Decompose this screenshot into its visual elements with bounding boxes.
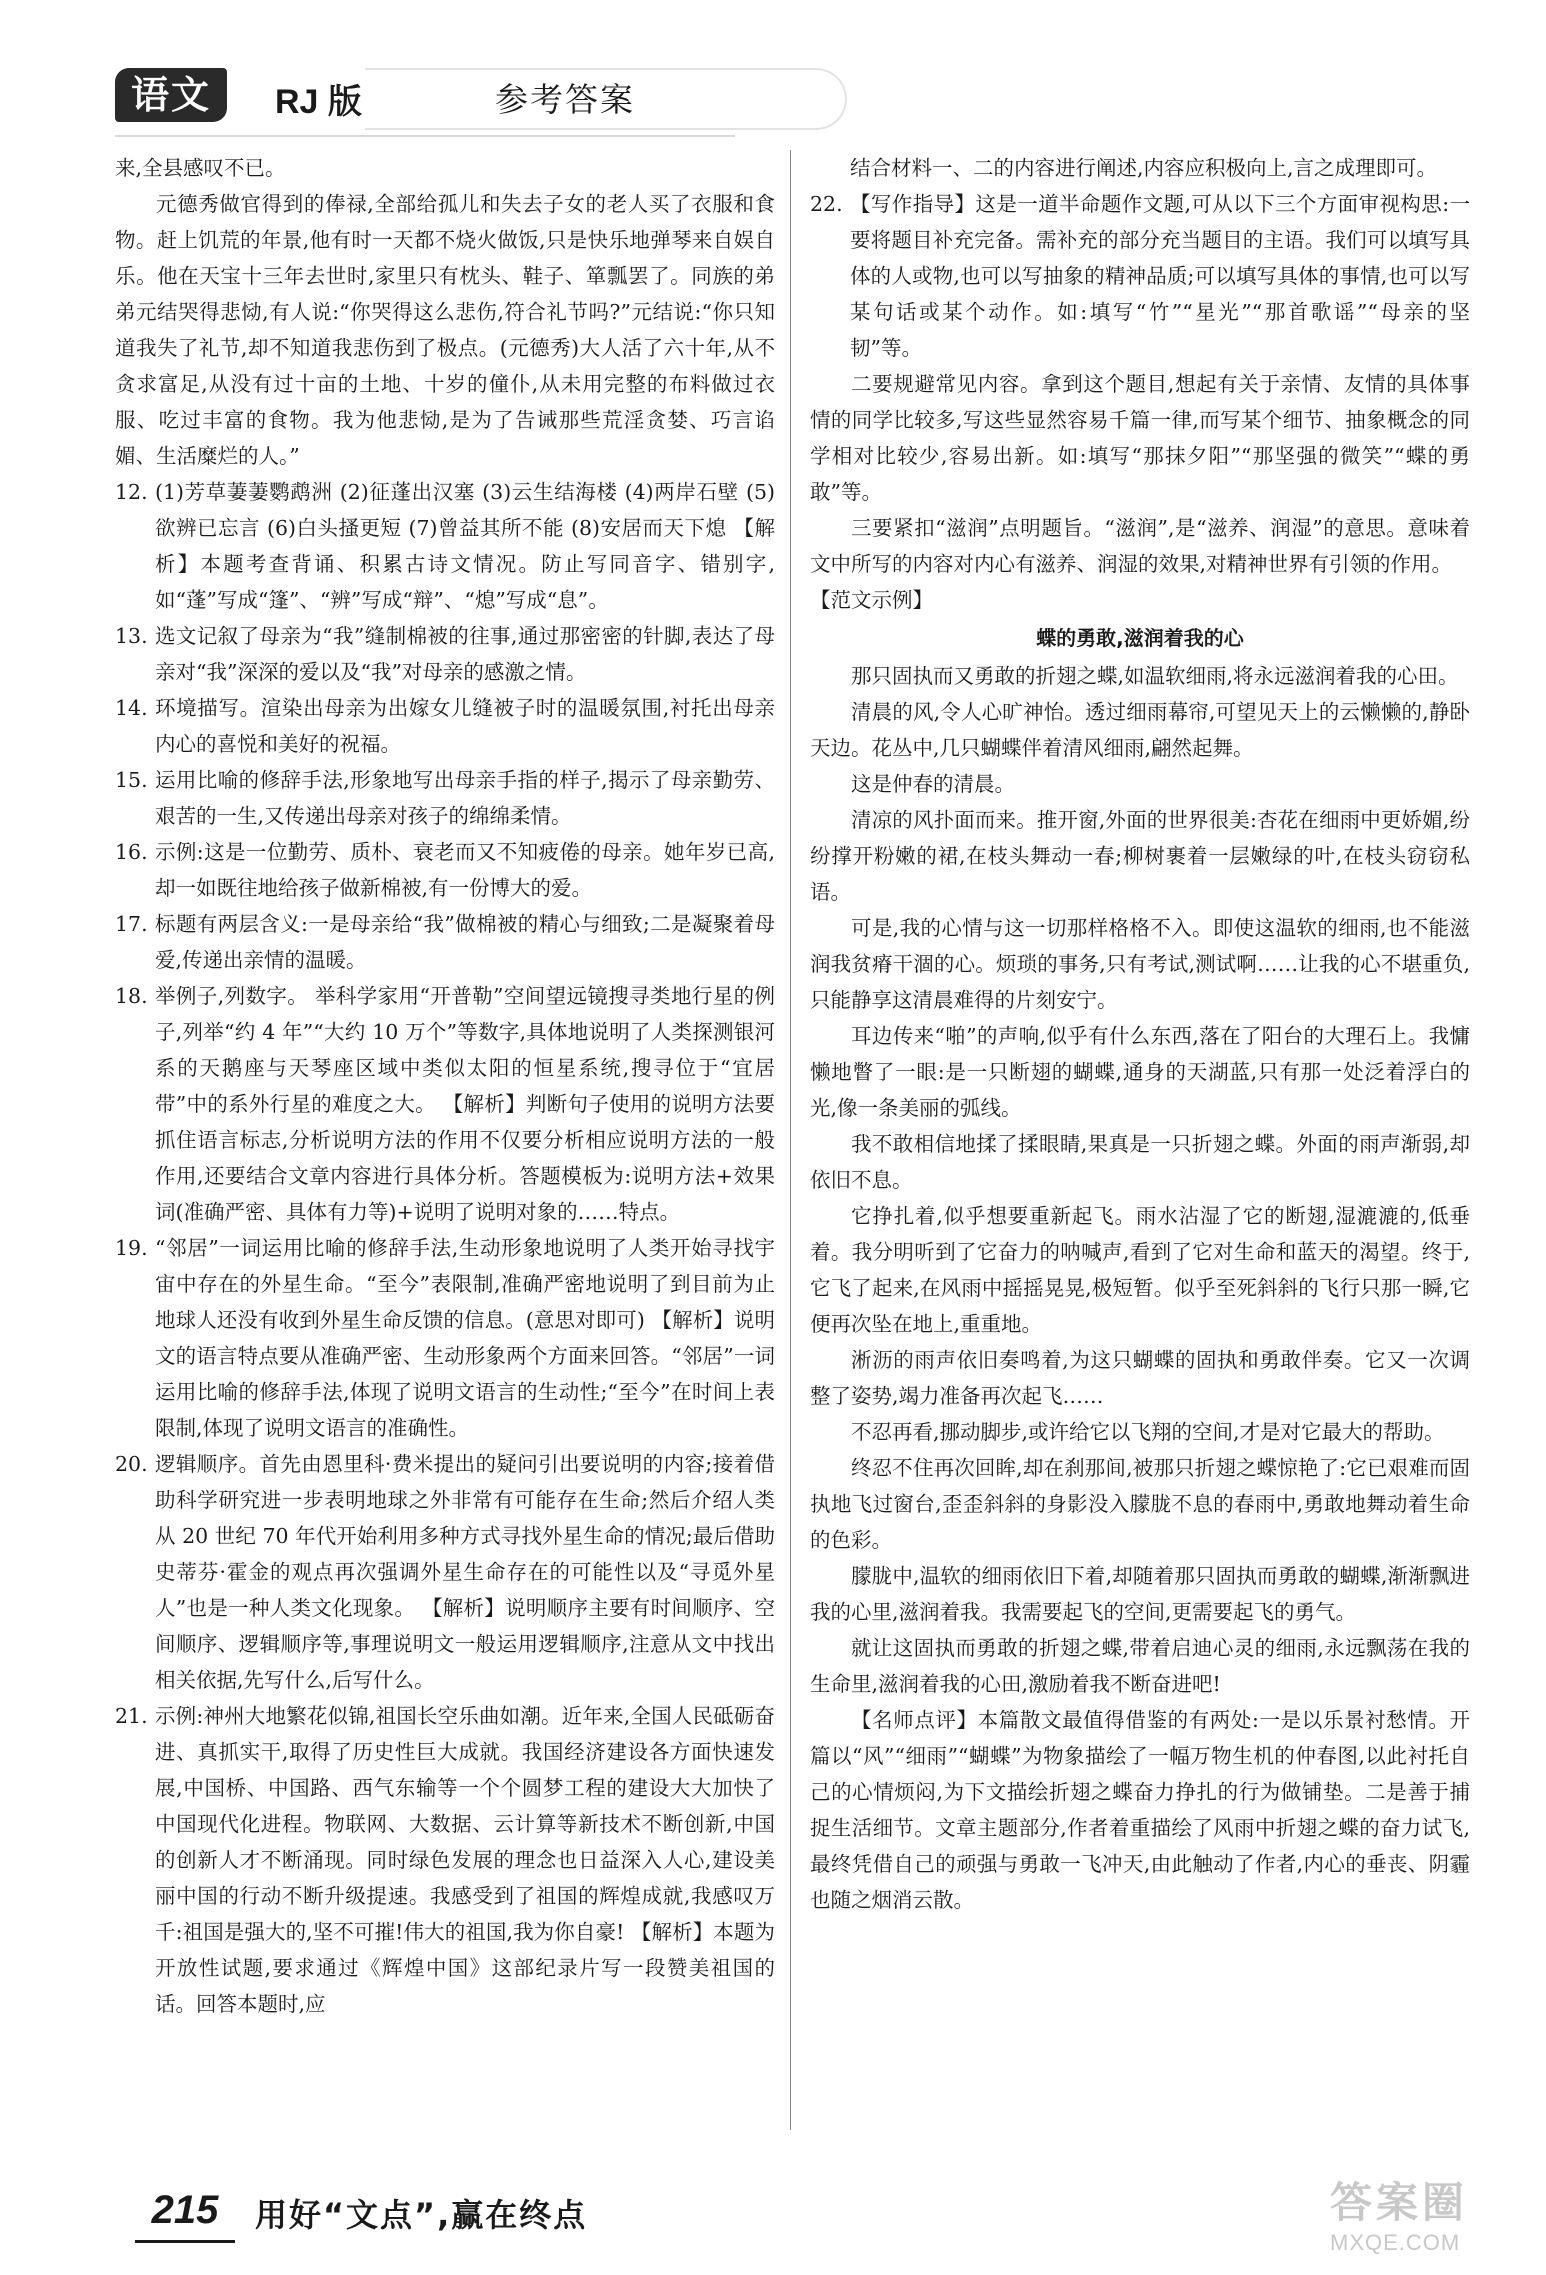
paragraph: 那只固执而又勇敢的折翅之蝶,如温软细雨,将永远滋润着我的心田。	[851, 664, 1459, 688]
answer-number: 14.	[115, 696, 148, 720]
paragraph: 三要紧扣“滋润”点明题旨。“滋润”,是“滋养、润湿”的意思。意味着文中所写的内容对内心有滋养、润湿的效果,对精神世界有引领的作用。	[810, 516, 1470, 576]
column-divider	[790, 150, 791, 2130]
answer-text: 标题有两层含义:一是母亲给“我”做棉被的精心与细致;二是凝聚着母爱,传递出亲情的温暖。	[155, 912, 775, 972]
answer-item	[115, 978, 775, 1230]
answer-text: 示例:神州大地繁花似锦,祖国长空乐曲如潮。近年来,全国人民砥砺奋进、真抓实干,取得了历史性巨大成就。我国经济建设各方面快速发展,中国桥、中国路、西气东输等一个个圆梦工程的建设大大加快了中国现代化进程。物联网、大数据、云计算等新技术不断创新,中国的创新人才不断涌现。同时绿色发展的理念也日益深入人心,建设美丽中国的行动不断升级提速。我感受到了祖国的辉煌成就,我感叹万千:祖国是强大的,坚不可摧!伟大的祖国,我为你自豪! 【解析】本题为开放性试题,要求通过《辉煌中国》这部纪录片写一段赞美祖国的话。回答本题时,应	[155, 1704, 775, 2016]
page-header	[115, 60, 755, 130]
answer-number: 22.	[810, 192, 843, 216]
answer-item	[115, 618, 775, 690]
paragraph: 【范文示例】	[810, 588, 933, 612]
paragraph: 来,全县感叹不已。	[115, 156, 286, 180]
answer-item	[810, 186, 1470, 366]
answer-text: 示例:这是一位勤劳、质朴、衰老而又不知疲倦的母亲。她年岁已高,却一如既往地给孩子做新棉被,有一份博大的爱。	[155, 840, 775, 900]
answer-number: 13.	[115, 624, 148, 648]
answer-item	[115, 1698, 775, 2022]
section-title: 参考答案	[495, 80, 635, 119]
answer-text: 逻辑顺序。首先由恩里科·费米提出的疑问引出要说明的内容;接着借助科学研究进一步表明地球之外非常有可能存在生命;然后介绍人类从 20 世纪 70 年代开始利用多种方式寻找外星生命的情况;最后借助史蒂芬·霍金的观点再次强调外星生命存在的可能性以及“寻觅外星人”也是一种人类文化现象。 【解析】说明顺序主要有时间顺序、空间顺序、逻辑顺序等,事理说明文一般运用逻辑顺序,注意从文中找出相关依据,先写什么,后写什么。	[155, 1452, 775, 1692]
answer-item	[115, 906, 775, 978]
answer-item	[115, 834, 775, 906]
answer-number: 16.	[115, 840, 148, 864]
answer-number: 17.	[115, 912, 148, 936]
answer-item	[115, 1446, 775, 1698]
paragraph: 耳边传来“啪”的声响,似乎有什么东西,落在了阳台的大理石上。我慵懒地瞥了一眼:是一只断翅的蝴蝶,通身的天湖蓝,只有那一处泛着浮白的光,像一条美丽的弧线。	[810, 1024, 1470, 1120]
paragraph: 元德秀做官得到的俸禄,全部给孤儿和失去子女的老人买了衣服和食物。赶上饥荒的年景,他有时一天都不烧火做饭,只是快乐地弹琴来自娱自乐。他在天宝十三年去世时,家里只有枕头、鞋子、箪瓢罢了。同族的弟弟元结哭得悲恸,有人说:“你哭得这么悲伤,符合礼节吗?”元结说:“你只知道我失了礼节,却不知道我悲伤到了极点。(元德秀)大人活了六十年,从不贪求富足,从没有过十亩的土地、十岁的僮仆,从未用完整的布料做过衣服、吃过丰富的食物。我为他悲恸,是为了告诫那些荒淫贪婪、巧言谄媚、生活糜烂的人。”	[115, 192, 775, 468]
header-rule	[115, 135, 735, 137]
paragraph: 二要规避常见内容。拿到这个题目,想起有关于亲情、友情的具体事情的同学比较多,写这些显然容易千篇一律,而写某个细节、抽象概念的同学相对比较少,容易出新。如:填写“那抹夕阳”“那坚强的微笑”“蝶的勇敢”等。	[810, 372, 1470, 504]
paragraph: 结合材料一、二的内容进行阐述,内容应积极向上,言之成理即可。	[850, 156, 1438, 180]
watermark-url: MXQE.COM	[1330, 2230, 1461, 2255]
answer-text: 选文记叙了母亲为“我”缝制棉被的往事,通过那密密的针脚,表达了母亲对“我”深深的爱以及“我”对母亲的感激之情。	[155, 624, 775, 684]
paragraph: 就让这固执而勇敢的折翅之蝶,带着启迪心灵的细雨,永远飘荡在我的生命里,滋润着我的心田,激励着我不断奋进吧!	[810, 1636, 1470, 1696]
answer-number: 21.	[115, 1704, 148, 1728]
page-number: 215	[135, 2180, 235, 2243]
answer-text: 运用比喻的修辞手法,形象地写出母亲手指的样子,揭示了母亲勤劳、艰苦的一生,又传递出母亲对孩子的绵绵柔情。	[155, 768, 775, 828]
paragraph: 它挣扎着,似乎想要重新起飞。雨水沾湿了它的断翅,湿漉漉的,低垂着。我分明听到了它奋力的呐喊声,看到了它对生命和蓝天的渴望。终于,它飞了起来,在风雨中摇摇晃晃,极短暂。似乎至死斜斜的飞行只那一瞬,它便再次坠在地上,重重地。	[810, 1204, 1470, 1336]
answer-number: 12.	[115, 480, 148, 504]
page-footer	[115, 2180, 775, 2250]
paragraph: 终忍不住再次回眸,却在刹那间,被那只折翅之蝶惊艳了:它已艰难而固执地飞过窗台,歪歪斜斜的身影没入朦胧不息的春雨中,勇敢地舞动着生命的色彩。	[810, 1456, 1470, 1552]
answer-number: 20.	[115, 1452, 148, 1476]
answer-number: 19.	[115, 1236, 148, 1260]
paragraph: 朦胧中,温软的细雨依旧下着,却随着那只固执而勇敢的蝴蝶,渐渐飘进我的心里,滋润着我。我需要起飞的空间,更需要起飞的勇气。	[810, 1564, 1470, 1624]
paragraph: 淅沥的雨声依旧奏鸣着,为这只蝴蝶的固执和勇敢伴奏。它又一次调整了姿势,竭力准备再次起飞……	[810, 1348, 1470, 1408]
answer-item	[115, 1230, 775, 1446]
answer-text: (1)芳草萋萋鹦鹉洲 (2)征蓬出汉塞 (3)云生结海楼 (4)两岸石壁 (5)欲辨已忘言 (6)白头搔更短 (7)曾益其所不能 (8)安居而天下熄 【解析】本题考查背诵、积累古诗文情况。防止写同音字、错别字,如“蓬”写成“篷”、“辨”写成“辩”、“熄”写成“息”。	[155, 480, 775, 612]
left-column	[115, 150, 775, 2022]
paragraph: 可是,我的心情与这一切那样格格不入。即使这温软的细雨,也不能滋润我贫瘠干涸的心。烦琐的事务,只有考试,测试啊……让我的心不堪重负,只能静享这清晨难得的片刻安宁。	[810, 916, 1470, 1012]
paragraph: 不忍再看,挪动脚步,或许给它以飞翔的空间,才是对它最大的帮助。	[851, 1420, 1445, 1444]
answer-item	[115, 474, 775, 618]
footer-slogan: 用好“文点”,赢在终点	[255, 2196, 588, 2234]
subject-badge: 语文	[115, 68, 227, 122]
edition-label: RJ 版	[275, 83, 362, 121]
answer-text: 环境描写。渲染出母亲为出嫁女儿缝被子时的温暖氛围,衬托出母亲内心的喜悦和美好的祝福。	[155, 696, 775, 756]
watermark-logo	[1330, 2170, 1520, 2260]
answer-text: 【写作指导】这是一道半命题作文题,可从以下三个方面审视构思:一要将题目补充完备。需补充的部分充当题目的主语。我们可以填写具体的人或物,也可以写抽象的精神品质;可以填写具体的事情,也可以写某句话或某个动作。如:填写“竹”“星光”“那首歌谣”“母亲的坚韧”等。	[850, 192, 1470, 360]
answer-number: 15.	[115, 768, 148, 792]
essay-title: 蝶的勇敢,滋润着我的心	[1036, 626, 1244, 650]
answer-item	[115, 690, 775, 762]
answer-text: 举例子,列数字。 举科学家用“开普勒”空间望远镜搜寻类地行星的例子,列举“约 4 年”“大约 10 万个”等数字,具体地说明了人类探测银河系的天鹅座与天琴座区域中类似太阳的恒星系统,搜寻位于“宜居带”中的系外行星的难度之大。 【解析】判断句子使用的说明方法要抓住语言标志,分析说明方法的作用不仅要分析相应说明方法的一般作用,还要结合文章内容进行具体分析。答题模板为:说明方法+效果词(准确严密、具体有力等)+说明了说明对象的……特点。	[155, 984, 775, 1224]
paragraph: 我不敢相信地揉了揉眼睛,果真是一只折翅之蝶。外面的雨声渐弱,却依旧不息。	[810, 1132, 1470, 1192]
answer-item	[115, 762, 775, 834]
paragraph: 清凉的风扑面而来。推开窗,外面的世界很美:杏花在细雨中更娇媚,纷纷撑开粉嫩的裙,在枝头舞动一春;柳树裹着一层嫩绿的叶,在枝头窃窃私语。	[810, 808, 1470, 904]
paragraph: 清晨的风,令人心旷神怡。透过细雨幕帘,可望见天上的云懒懒的,静卧天边。花丛中,几只蝴蝶伴着清风细雨,翩然起舞。	[810, 700, 1470, 760]
watermark-text: 答案圈	[1330, 2179, 1469, 2226]
answer-text: “邻居”一词运用比喻的修辞手法,生动形象地说明了人类开始寻找宇宙中存在的外星生命。“至今”表限制,准确严密地说明了到目前为止地球人还没有收到外星生命反馈的信息。(意思对即可) 【解析】说明文的语言特点要从准确严密、生动形象两个方面来回答。“邻居”一词运用比喻的修辞手法,体现了说明文语言的生动性;“至今”在时间上表限制,体现了说明文语言的准确性。	[155, 1236, 775, 1440]
paragraph: 【名师点评】本篇散文最值得借鉴的有两处:一是以乐景衬愁情。开篇以“风”“细雨”“蝴蝶”为物象描绘了一幅万物生机的仲春图,以此衬托自己的心情烦闷,为下文描绘折翅之蝶奋力挣扎的行为做铺垫。二是善于捕捉生活细节。文章主题部分,作者着重描绘了风雨中折翅之蝶的奋力试飞,最终凭借自己的顽强与勇敢一飞冲天,由此触动了作者,内心的垂丧、阴霾也随之烟消云散。	[810, 1708, 1470, 1912]
answer-number: 18.	[115, 984, 148, 1008]
right-column	[810, 150, 1470, 1918]
paragraph: 这是仲春的清晨。	[851, 772, 1015, 796]
